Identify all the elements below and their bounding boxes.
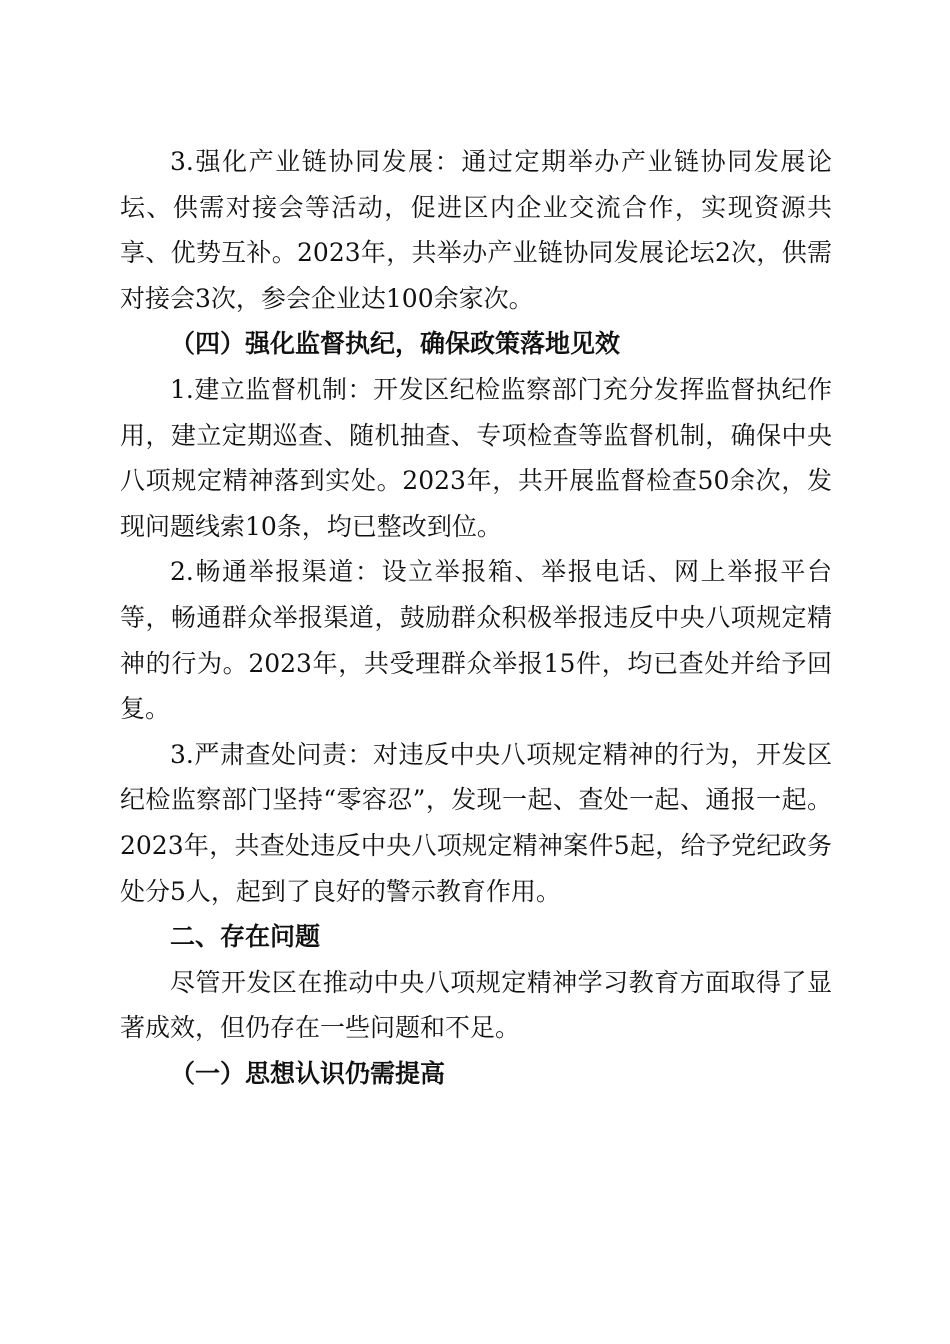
paragraph-industry-chain: 3.强化产业链协同发展：通过定期举办产业链协同发展论坛、供需对接会等活动，促进区内企业交流合作，实现资源共享、优势互补。2023年，共举办产业链协同发展论坛2次，供需对接会3次，参会企业达100余家次。 [120,147,832,313]
section-heading-supervision: （四）强化监督执纪，确保政策落地见效 [170,329,621,359]
paragraph-problems-intro: 尽管开发区在推动中央八项规定精神学习教育方面取得了显著成效，但仍存在一些问题和不足。 [120,967,832,1043]
paragraph-accountability: 3.严肃查处问责：对违反中央八项规定精神的行为，开发区纪检监察部门坚持“零容忍”，发现一起、查处一起、通报一起。2023年，共查处违反中央八项规定精神案件5起，给予党纪政务处分5人，起到了良好的警示教育作用。 [120,739,832,906]
paragraph-reporting-channels: 2.畅通举报渠道：设立举报箱、举报电话、网上举报平台等，畅通群众举报渠道，鼓励群众积极举报违反中央八项规定精神的行为。2023年，共受理群众举报15件，均已查处并给予回复。 [120,557,832,724]
section-heading-awareness: （一）思想认识仍需提高 [170,1058,446,1088]
section-heading-problems: 二、存在问题 [170,922,321,952]
paragraph-supervision-mechanism: 1.建立监督机制：开发区纪检监察部门充分发挥监督执纪作用，建立定期巡查、随机抽查、专项检查等监督机制，确保中央八项规定精神落到实处。2023年，共开展监督检查50余次，发现问题线索10条，均已整改到位。 [120,374,832,541]
document-body [120,139,832,1096]
